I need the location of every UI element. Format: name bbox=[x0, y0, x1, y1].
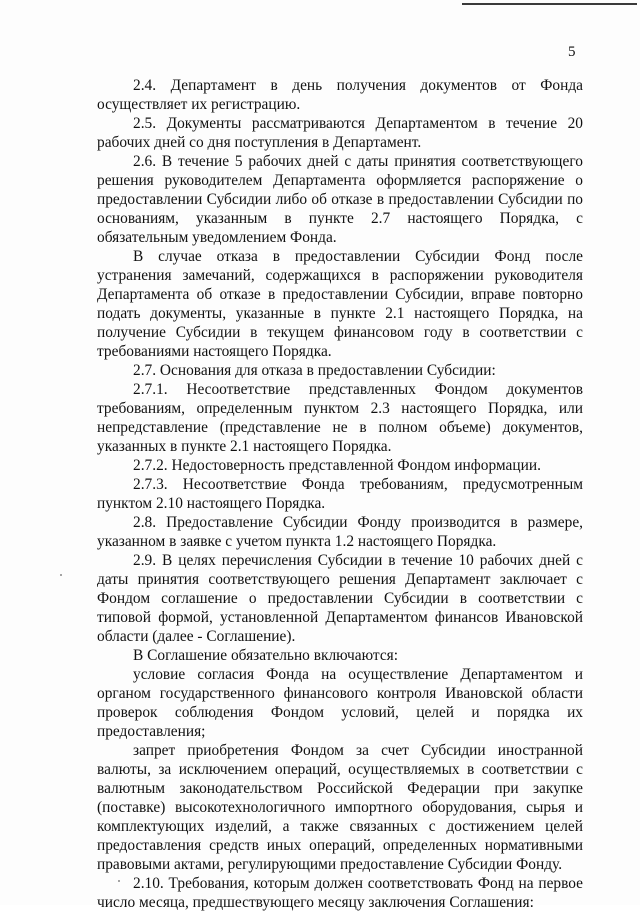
paragraph-2-4: 2.4. Департамент в день получения документов от Фонда осуществляет их регистрацию. bbox=[97, 77, 583, 113]
paragraph-2-7-1: 2.7.1. Несоответствие представленных Фондом документов требованиям, определенным пунктом 2.3 настоящего Порядка, или непредставление (представление не в полном объеме) документов, указанных в пункте 2.1 настоящего Порядка. bbox=[97, 381, 583, 455]
paragraph-consent-condition: условие согласия Фонда на осуществление Департаментом и органом государственного финансового контроля Ивановской области проверок соблюдения Фондом условий, целей и порядка их предоставления; bbox=[97, 666, 583, 740]
paragraph-2-9: 2.9. В целях перечисления Субсидии в течение 10 рабочих дней с даты принятия соответствующего решения Департамент заключает с Фондом соглашение о предоставлении Субсидии в соответствии с типовой формой, установленной Департаментом финансов Ивановской области (далее - Соглашение). bbox=[97, 552, 583, 645]
paragraph-2-6: 2.6. В течение 5 рабочих дней с даты принятия соответствующего решения руководителем Департамента оформляется распоряжение о предоставлении Субсидии либо об отказе в предоставлении Субсидии по основаниям, указанным в пункте 2.7 настоящего Порядка, с обязательным уведомлением Фонда. bbox=[97, 153, 583, 246]
paragraph-2-10: 2.10. Требования, которым должен соответствовать Фонд на первое число месяца, предшествующего месяцу заключения Соглашения: bbox=[97, 875, 583, 911]
paragraph-currency-prohibition: запрет приобретения Фондом за счет Субсидии иностранной валюты, за исключением операций, осуществляемых в соответствии с валютным законодательством Российской Федерации при закупке (поставке) высокотехнологичного импортного оборудования, сырья и комплектующих изделий, а также связанных с достижением целей предоставления средств иных операций, определенных нормативными правовыми актами, регулирующими предоставление Субсидии Фонду. bbox=[97, 742, 583, 873]
page-number: 5 bbox=[568, 44, 576, 60]
paragraph-2-8: 2.8. Предоставление Субсидии Фонду производится в размере, указанном в заявке с учетом пункта 1.2 настоящего Порядка. bbox=[97, 514, 583, 550]
paragraph-2-5: 2.5. Документы рассматриваются Департаментом в течение 20 рабочих дней со дня поступления в Департамент. bbox=[97, 115, 583, 151]
paragraph-2-7: 2.7. Основания для отказа в предоставлении Субсидии: bbox=[133, 362, 496, 379]
paragraph-2-7-3: 2.7.3. Несоответствие Фонда требованиям, предусмотренным пунктом 2.10 настоящего Порядка. bbox=[97, 476, 583, 512]
paragraph-2-7-2: 2.7.2. Недостоверность представленной Фондом информации. bbox=[133, 457, 541, 474]
paragraph-agreement-includes: В Соглашение обязательно включаются: bbox=[133, 647, 399, 664]
scan-speck bbox=[60, 574, 62, 576]
top-rule bbox=[462, 3, 637, 5]
paragraph-refusal-resubmission: В случае отказа в предоставлении Субсидии Фонд после устранения замечаний, содержащихся в распоряжении руководителя Департамента об отказе в предоставлении Субсидии, вправе повторно подать документы, указанные в пункте 2.1 настоящего Порядка, на получение Субсидии в текущем финансовом году в соответствии с требованиями настоящего Порядка. bbox=[97, 248, 583, 360]
scan-speck bbox=[118, 880, 120, 882]
document-body bbox=[97, 76, 583, 912]
